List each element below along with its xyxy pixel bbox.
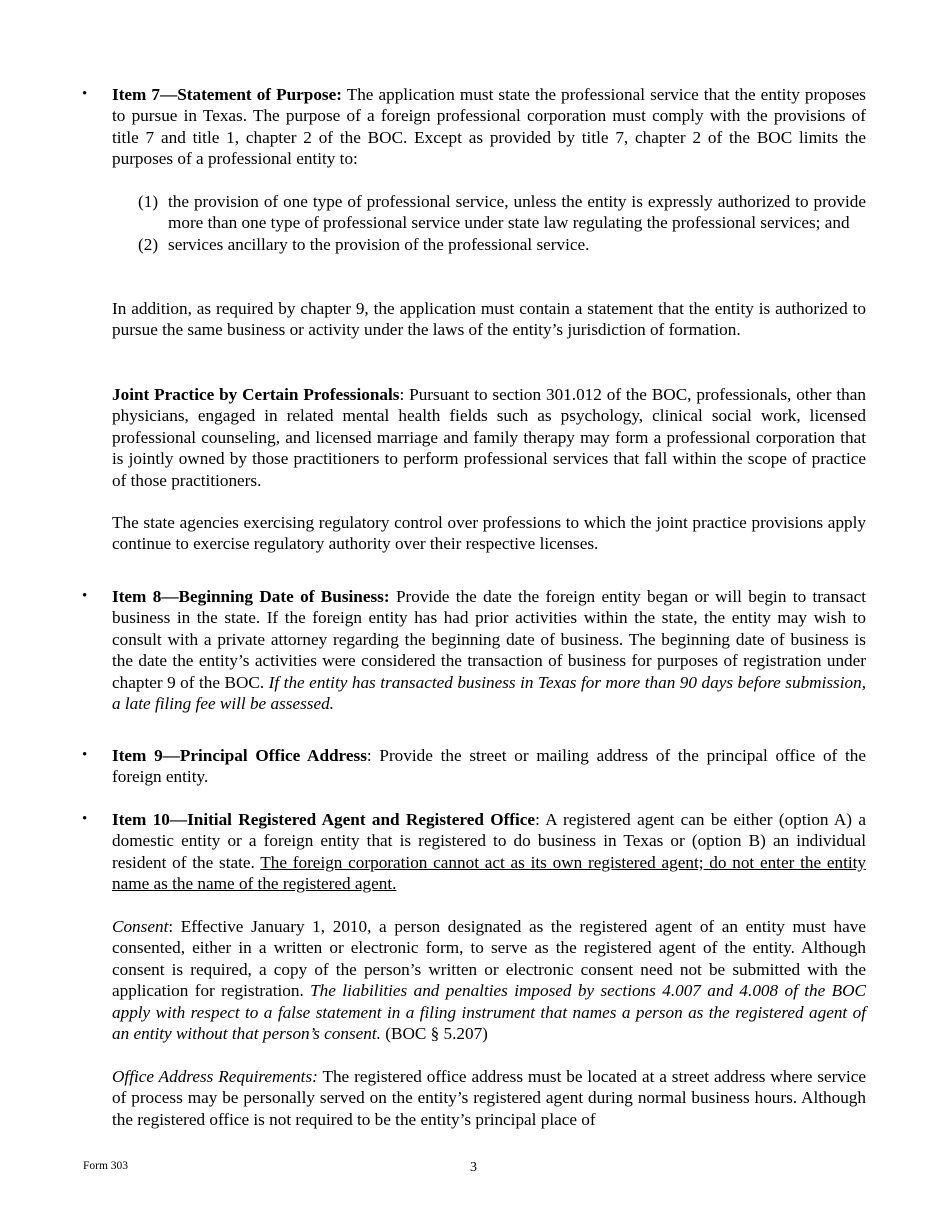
bullet-icon: •: [82, 747, 88, 763]
purpose-list-item: [138, 234, 866, 255]
item-8-heading: Item 8—Beginning Date of Business:: [112, 587, 390, 606]
late-fee-note: If the entity has transacted business in Texas for more than 90 days before submission, a late filing fee will be assessed.: [112, 672, 866, 714]
item-8-paragraph: [112, 586, 866, 714]
item-10: [82, 809, 866, 895]
item-8: [82, 586, 866, 714]
consent-citation: (BOC § 5.207): [380, 1024, 488, 1044]
item-9: [82, 745, 866, 788]
joint-practice-paragraph: [112, 384, 866, 491]
item-8-text: Provide the date the foreign entity began or will begin to transact business in the state. If the foreign entity has had prior activities within the state, the entity may wish to consult with a private attorney regarding the beginning date of business. The beginning date of business is the date the entity’s activities were considered the transaction of business for purposes of registration under chapter 9 of the BOC.: [112, 587, 866, 692]
item-7-heading: Item 7—Statement of Purpose:: [112, 85, 342, 104]
item-7: [82, 84, 866, 170]
item-7-text: The application must state the professional service that the entity proposes to pursue in Texas. The purpose of a foreign professional corporation must comply with the provisions of title 7 and title 1, chapter 2 of the BOC. Except as provided by title 7, chapter 2 of the BOC limits the purposes of a professional entity to:: [112, 85, 866, 169]
item-10-text: : A registered agent can be either (option A) a domestic entity or a foreign entity that is registered to do business in Texas or (option B) an individual resident of the state.: [112, 810, 866, 872]
list-text: services ancillary to the provision of the professional service.: [168, 234, 590, 254]
office-address-label: Office Address Requirements:: [112, 1067, 318, 1086]
office-address-paragraph: [112, 1066, 866, 1130]
item-7-paragraph: [112, 84, 866, 170]
item-9-paragraph: [112, 745, 866, 788]
bullet-icon: •: [82, 86, 88, 102]
jurisdiction-paragraph: In addition, as required by chapter 9, the application must contain a statement that the entity is authorized to pursue the same business or activity under the laws of the entity’s jurisdiction of formation.: [112, 299, 866, 340]
joint-practice-heading: Joint Practice by Certain Professionals: [112, 385, 400, 404]
joint-practice-text: : Pursuant to section 301.012 of the BOC, professionals, other than physicians, engaged in related mental health fields such as psychology, clinical social work, licensed professional counseling, and licensed marriage and family therapy may form a professional corporation that is jointly owned by those practitioners to perform professional services that fall within the scope of practice of those practitioners.: [112, 385, 866, 490]
item-9-heading: Item 9—Principal Office Address: [112, 746, 367, 765]
page-number: 3: [470, 1160, 477, 1175]
purpose-list-item: [138, 191, 866, 234]
consent-label: Consent: [112, 917, 169, 936]
consent-text: : Effective January 1, 2010, a person designated as the registered agent of an entity must have consented, either in a written or electronic form, to serve as the registered agent of the entity. Although consent is required, a copy of the person’s written or electronic consent need not be submitted with the application for registration.: [112, 917, 866, 1001]
state-agencies-paragraph: The state agencies exercising regulatory control over professions to which the joint practice provisions apply continue to exercise regulatory authority over their respective licenses.: [112, 513, 866, 554]
consent-paragraph: [112, 916, 866, 1044]
purpose-list: [138, 191, 866, 255]
item-10-heading: Item 10—Initial Registered Agent and Registered Office: [112, 810, 536, 829]
consent-italic: The liabilities and penalties imposed by sections 4.007 and 4.008 of the BOC apply with respect to a false statement in a filing instrument that names a person as the registered agent of an entity without that person’s consent.: [112, 981, 866, 1044]
list-number: (2): [138, 234, 159, 254]
list-number: (1): [138, 192, 159, 211]
registered-agent-warning: The foreign corporation cannot act as its own registered agent; do not enter the entity name as the name of the registered agent.: [112, 852, 866, 894]
bullet-icon: •: [82, 588, 88, 604]
item-9-text: : Provide the street or mailing address of the principal office of the foreign entity.: [112, 746, 866, 787]
form-number: Form 303: [83, 1160, 129, 1172]
bullet-icon: •: [82, 811, 88, 827]
list-text: the provision of one type of professional service, unless the entity is expressly authorized to provide more than one type of professional service under state law regulating the professional services; and: [168, 192, 866, 233]
item-10-paragraph: [112, 809, 866, 895]
office-address-text: The registered office address must be located at a street address where service of process may be personally served on the entity’s registered agent during normal business hours. Although the registered office is not required to be the entity’s principal place of: [112, 1067, 866, 1129]
